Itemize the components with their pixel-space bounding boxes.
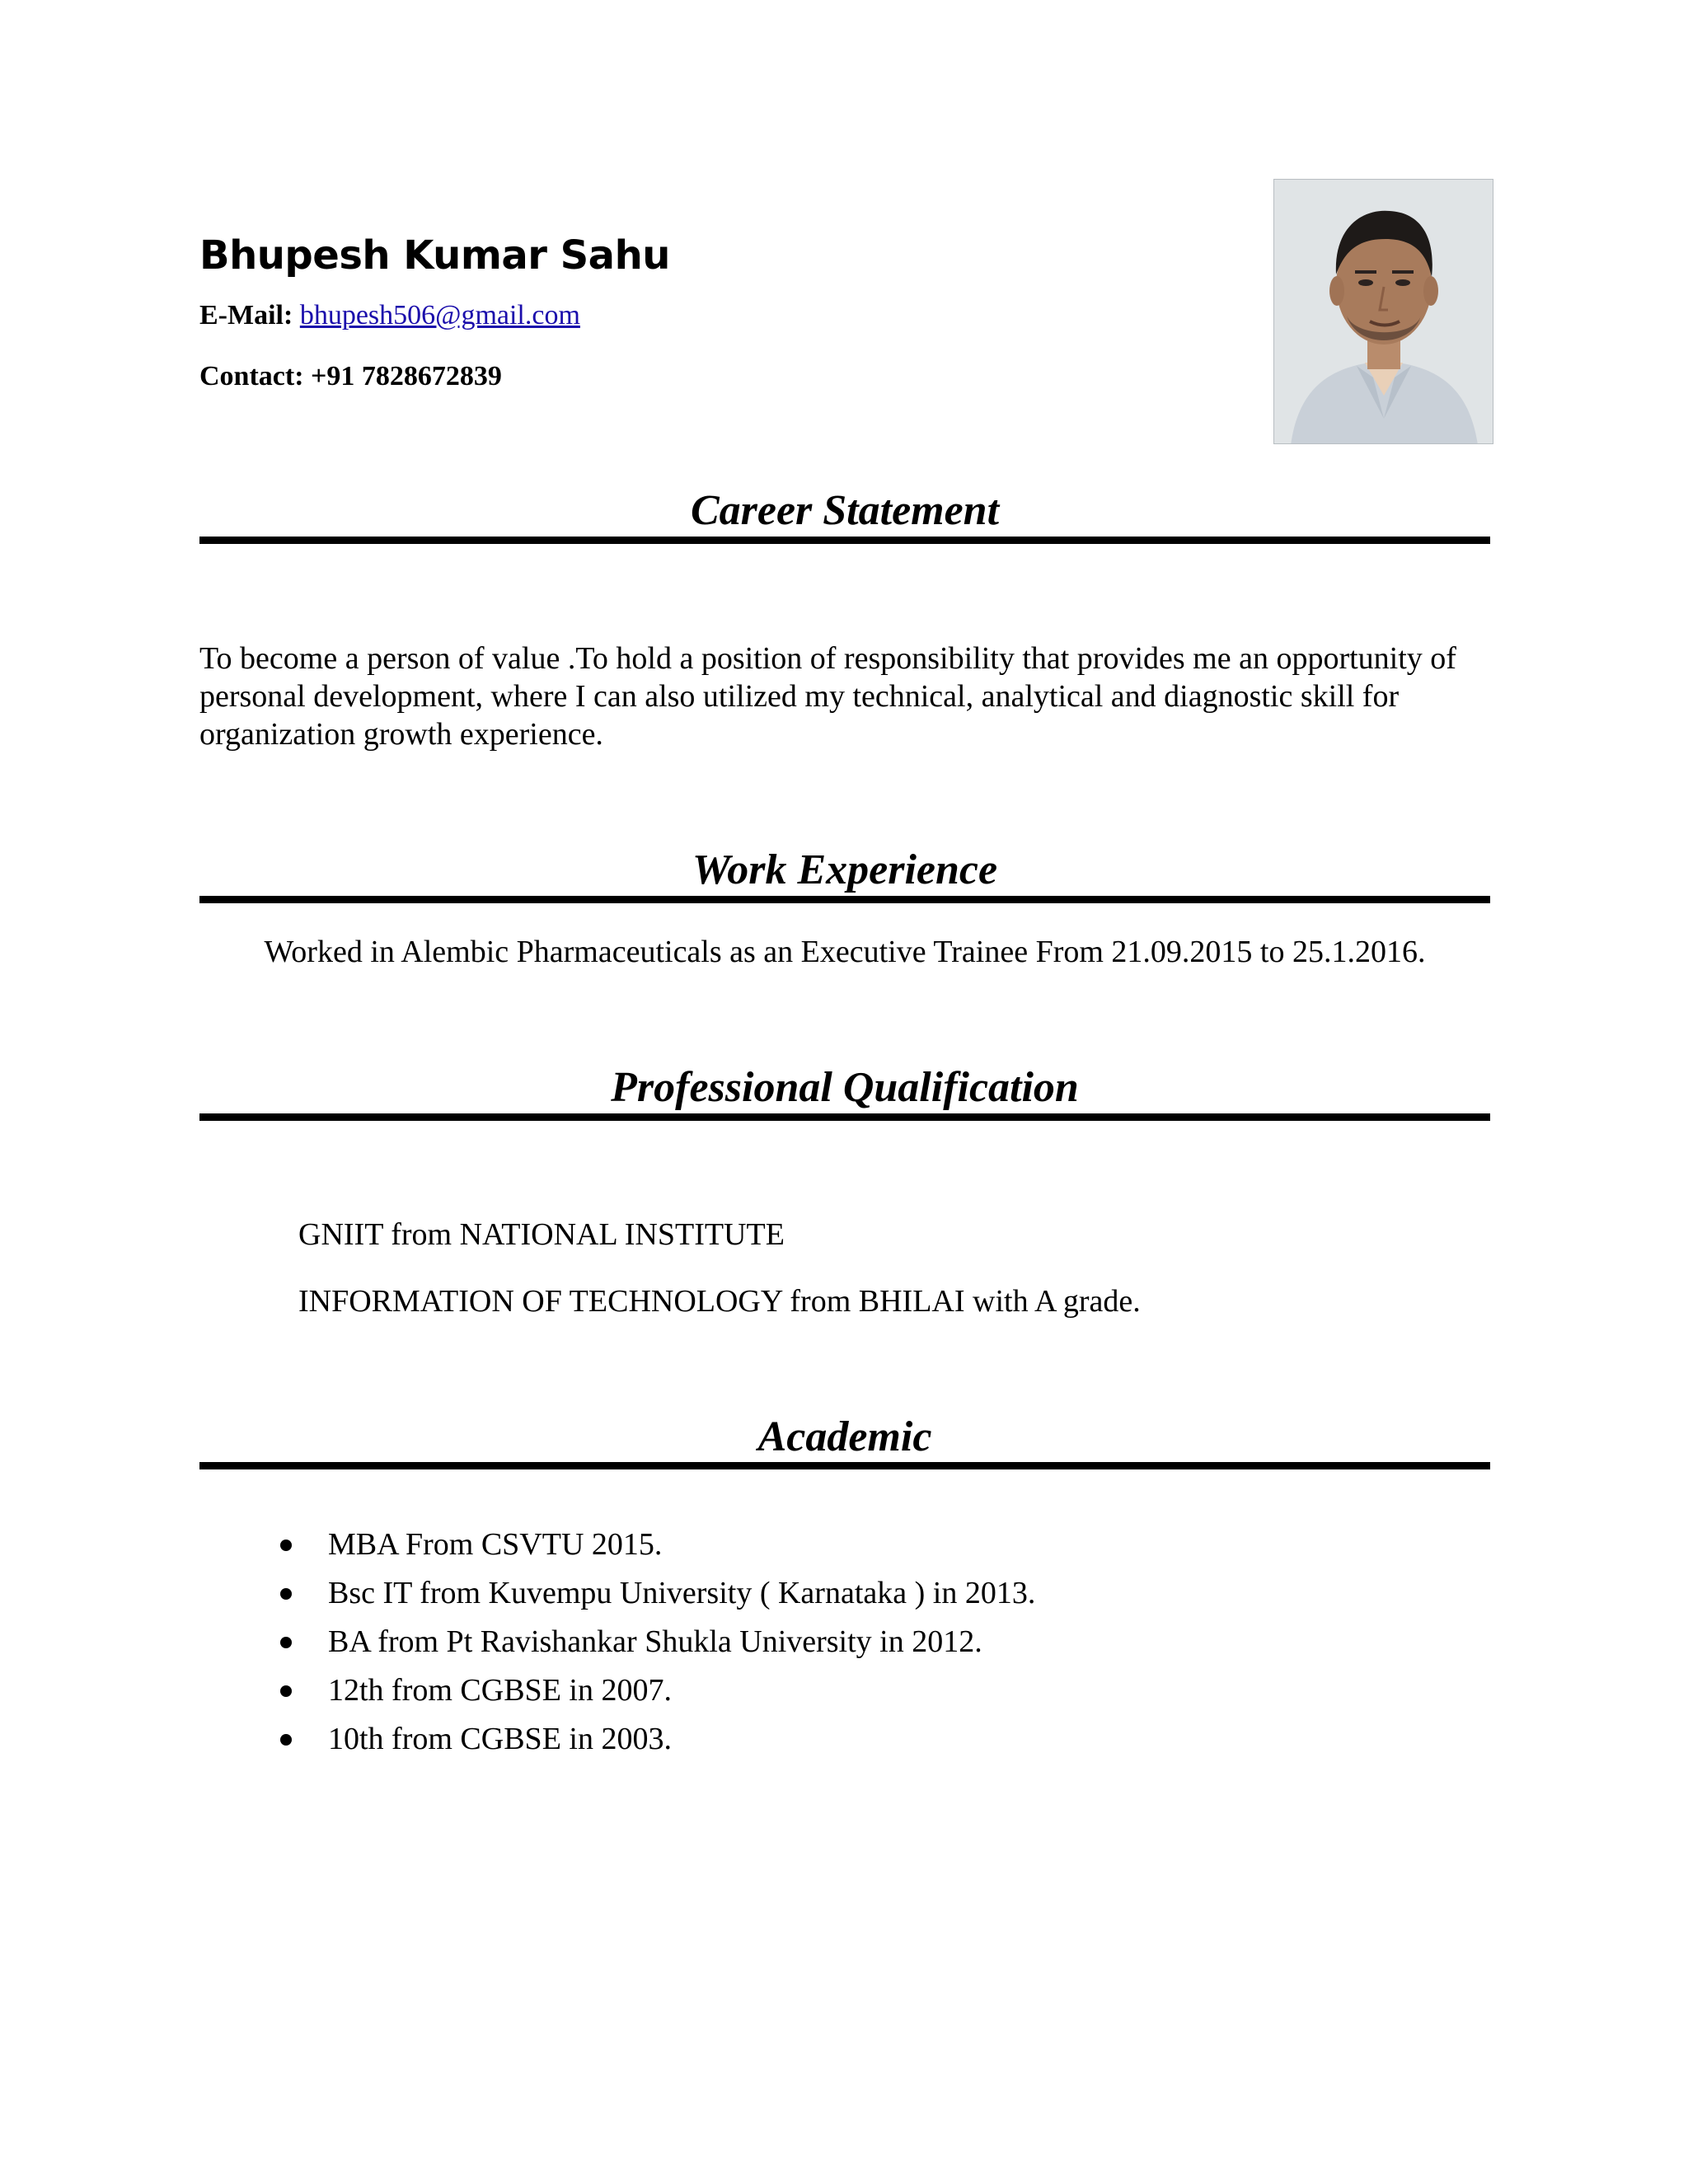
career-statement-text: To become a person of value .To hold a position of responsibility that provides me an opportunity of personal development, where I can also utilized my technical, analytical and diagnostic skill for organization growth experience. — [199, 641, 1456, 752]
section-divider — [199, 1462, 1490, 1469]
list-item — [272, 1569, 1035, 1618]
professional-qualification-heading: Professional Qualification — [611, 1064, 1079, 1111]
career-statement-heading: Career Statement — [690, 487, 1000, 534]
contact-line — [199, 361, 502, 392]
email-line — [199, 300, 580, 331]
academic-heading: Academic — [757, 1413, 932, 1460]
bullet-icon — [280, 1685, 292, 1697]
work-experience-heading: Work Experience — [692, 846, 998, 893]
academic-item-text: 12th from CGBSE in 2007. — [328, 1673, 672, 1708]
bullet-icon — [280, 1540, 292, 1551]
email-link[interactable]: bhupesh506@gmail.com — [299, 300, 580, 330]
candidate-name: Bhupesh Kumar Sahu — [199, 232, 670, 279]
qualification-line: GNIIT from NATIONAL INSTITUTE — [298, 1217, 785, 1252]
profile-photo — [1273, 179, 1493, 444]
list-item — [272, 1666, 1035, 1715]
contact-label: Contact: — [199, 361, 304, 391]
academic-item-text: Bsc IT from Kuvempu University ( Karnataka ) in 2013. — [328, 1576, 1036, 1610]
bullet-icon — [280, 1588, 292, 1600]
list-item — [272, 1715, 1035, 1764]
qualification-line: INFORMATION OF TECHNOLOGY from BHILAI with A grade. — [298, 1284, 1141, 1319]
academic-list — [272, 1521, 1035, 1764]
section-divider — [199, 537, 1490, 544]
bullet-icon — [280, 1637, 292, 1648]
list-item — [272, 1618, 1035, 1666]
list-item — [272, 1521, 1035, 1569]
email-label: E-Mail: — [199, 300, 293, 330]
section-divider — [199, 896, 1490, 903]
contact-number: +91 7828672839 — [311, 361, 502, 391]
academic-item-text: 10th from CGBSE in 2003. — [328, 1722, 672, 1756]
academic-item-text: BA from Pt Ravishankar Shukla University in 2012. — [328, 1624, 982, 1659]
bullet-icon — [280, 1734, 292, 1746]
academic-item-text: MBA From CSVTU 2015. — [328, 1527, 663, 1562]
section-divider — [199, 1113, 1490, 1121]
work-experience-text: Worked in Alembic Pharmaceuticals as an Executive Trainee From 21.09.2015 to 25.1.2016. — [264, 935, 1426, 969]
